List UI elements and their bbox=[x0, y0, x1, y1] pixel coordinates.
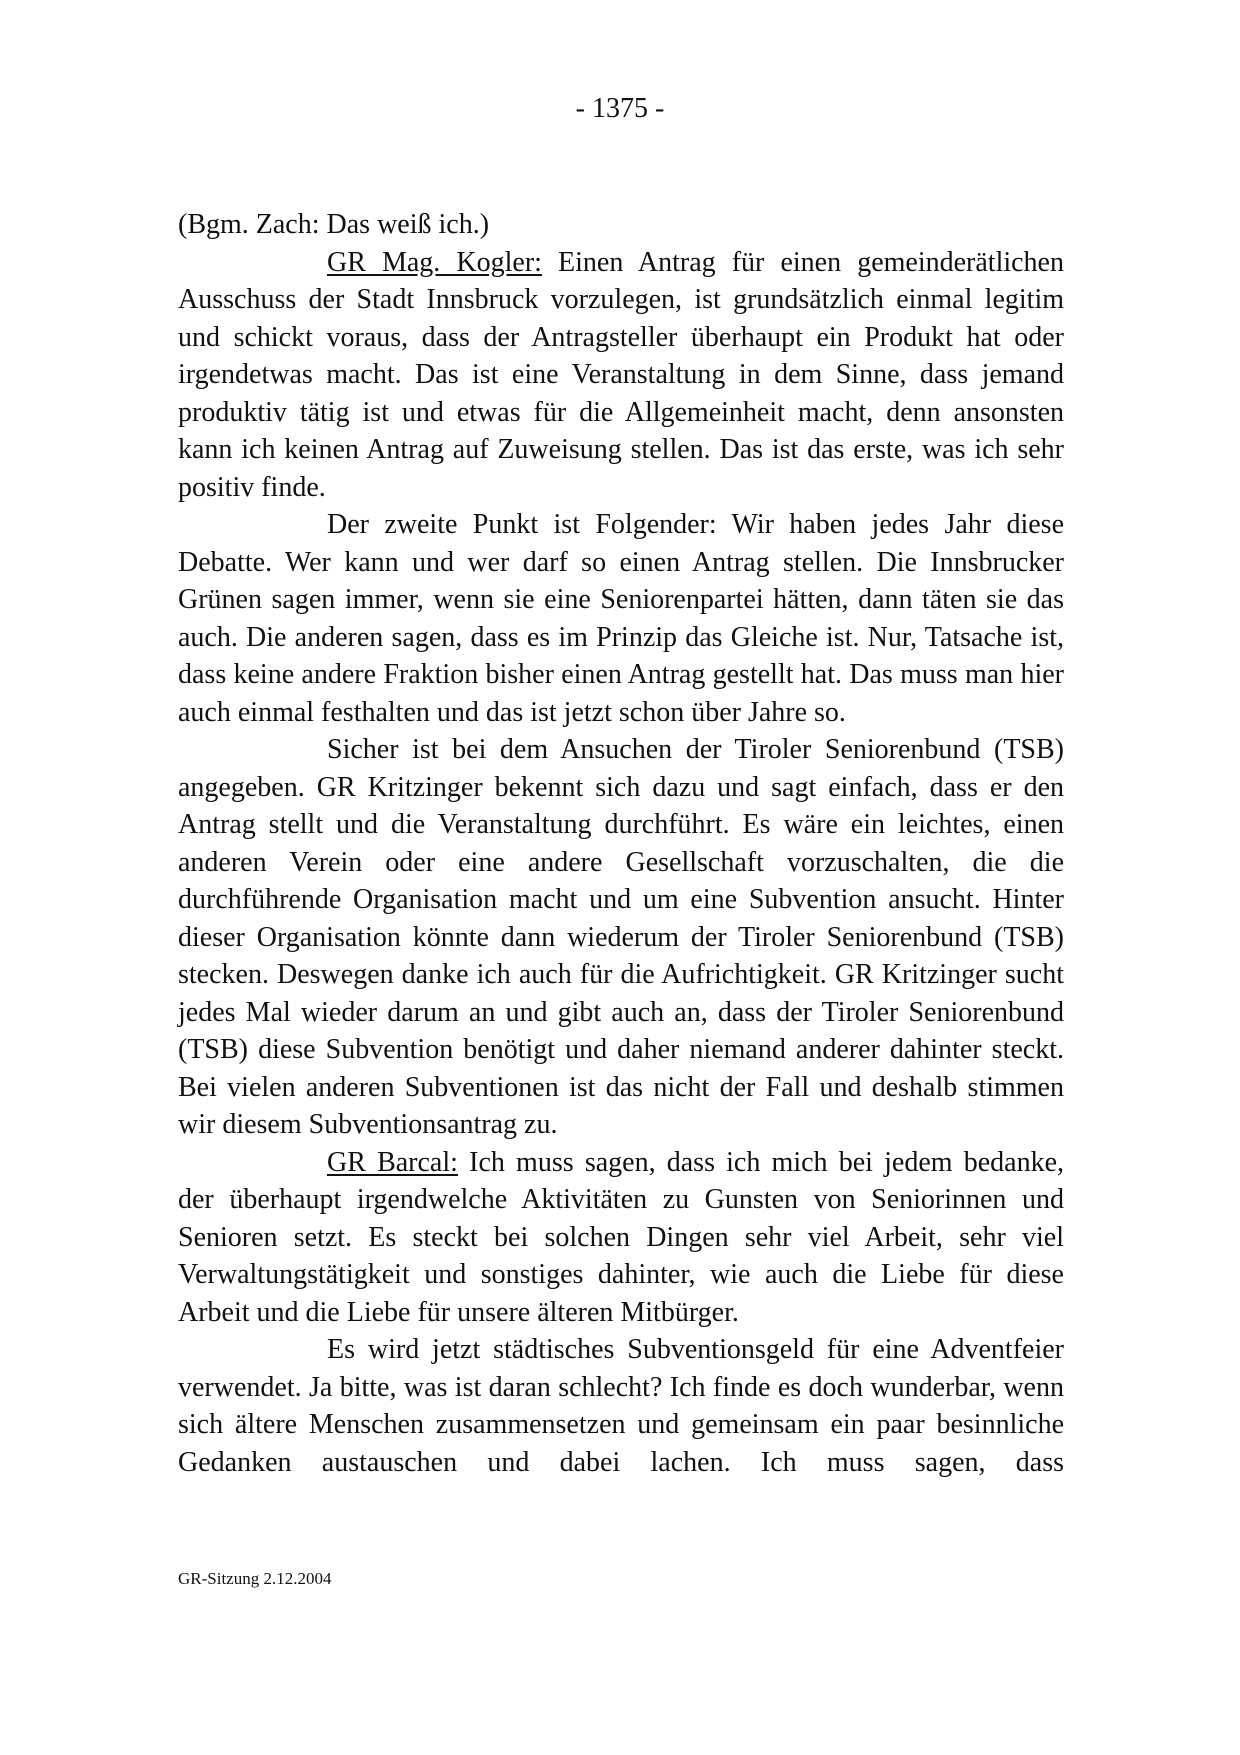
paragraph-text: Der zweite Punkt ist Folgender: Wir haben jedes Jahr diese Debatte. Wer kann und wer darf so einen Antrag stellen. Die Innsbrucker Grünen sagen immer, wenn sie eine Seniorenpartei hätten, dann täten sie das auch. Die anderen sagen, dass es im Prinzip das Gleiche ist. Nur, Tatsache ist, dass keine andere Fraktion bisher einen Antrag gestellt hat. Das muss man hier auch einmal festhalten und das ist jetzt schon über Jahre so. bbox=[178, 509, 1064, 728]
paragraph-text: Sicher ist bei dem Ansuchen der Tiroler Seniorenbund (TSB) angegeben. GR Kritzinger bekennt sich dazu und sagt einfach, dass er den Antrag stellt und die Veranstaltung durchführt. Es wäre ein leichtes, einen anderen Verein oder eine andere Gesellschaft vorzuschalten, die die durchführende Organisation macht und um eine Subvention ansucht. Hinter dieser Organisation könnte dann wiederum der Tiroler Seniorenbund (TSB) stecken. Deswegen danke ich auch für die Aufrichtigkeit. GR Kritzinger sucht jedes Mal wieder darum an und gibt auch an, dass der Tiroler Seniorenbund (TSB) diese Subvention benötigt und daher niemand anderer dahinter steckt. Bei vielen anderen Subventionen ist das nicht der Fall und deshalb stimmen wir diesem Subventionsantrag zu. bbox=[178, 734, 1064, 1140]
page-number: - 1375 - bbox=[575, 93, 665, 124]
speaker-name: GR Barcal: bbox=[327, 1146, 458, 1178]
paragraph-text: Einen Antrag für einen gemeinderätlichen Ausschuss der Stadt Innsbruck vorzulegen, ist grundsätzlich einmal legitim und schickt voraus, dass der Antragsteller überhaupt ein Produkt hat oder irgendetwas macht. Das ist eine Veranstaltung in dem Sinne, dass jemand produktiv tätig ist und etwas für die Allgemeinheit macht, denn ansonsten kann ich keinen Antrag auf Zuweisung stellen. Das ist das erste, was ich sehr positiv finde. bbox=[178, 246, 1064, 503]
paragraph-kogler-continued bbox=[178, 506, 1064, 731]
paragraph-text: (Bgm. Zach: Das weiß ich.) bbox=[178, 209, 490, 240]
paragraph-text: Ich muss sagen, dass ich mich bei jedem bedanke, der überhaupt irgendwelche Aktivitäten zu Gunsten von Seniorinnen und Senioren setzt. Es steckt bei solchen Dingen sehr viel Arbeit, sehr viel Verwaltungstätigkeit und sonstiges dahinter, wie auch die Liebe für diese Arbeit und die Liebe für unsere älteren Mitbürger. bbox=[178, 1146, 1064, 1328]
paragraph-kogler bbox=[178, 244, 1064, 507]
page-footer: GR-Sitzung 2.12.2004 bbox=[178, 1569, 332, 1588]
paragraph-text: Es wird jetzt städtisches Subventionsgeld für eine Adventfeier verwendet. Ja bitte, was ist daran schlecht? Ich finde es doch wunderbar, wenn sich ältere Menschen zusammensetzen und gemeinsam ein paar besinnliche Gedanken austauschen und dabei lachen. Ich muss sagen, dass bbox=[178, 1334, 1064, 1478]
speaker-name: GR Mag. Kogler: bbox=[327, 246, 542, 278]
paragraph-kogler-continued-2 bbox=[178, 731, 1064, 1144]
paragraph-barcal-continued bbox=[178, 1331, 1064, 1481]
paragraph-interjection bbox=[178, 206, 1064, 244]
document-body bbox=[178, 206, 1064, 1481]
paragraph-barcal bbox=[178, 1144, 1064, 1332]
